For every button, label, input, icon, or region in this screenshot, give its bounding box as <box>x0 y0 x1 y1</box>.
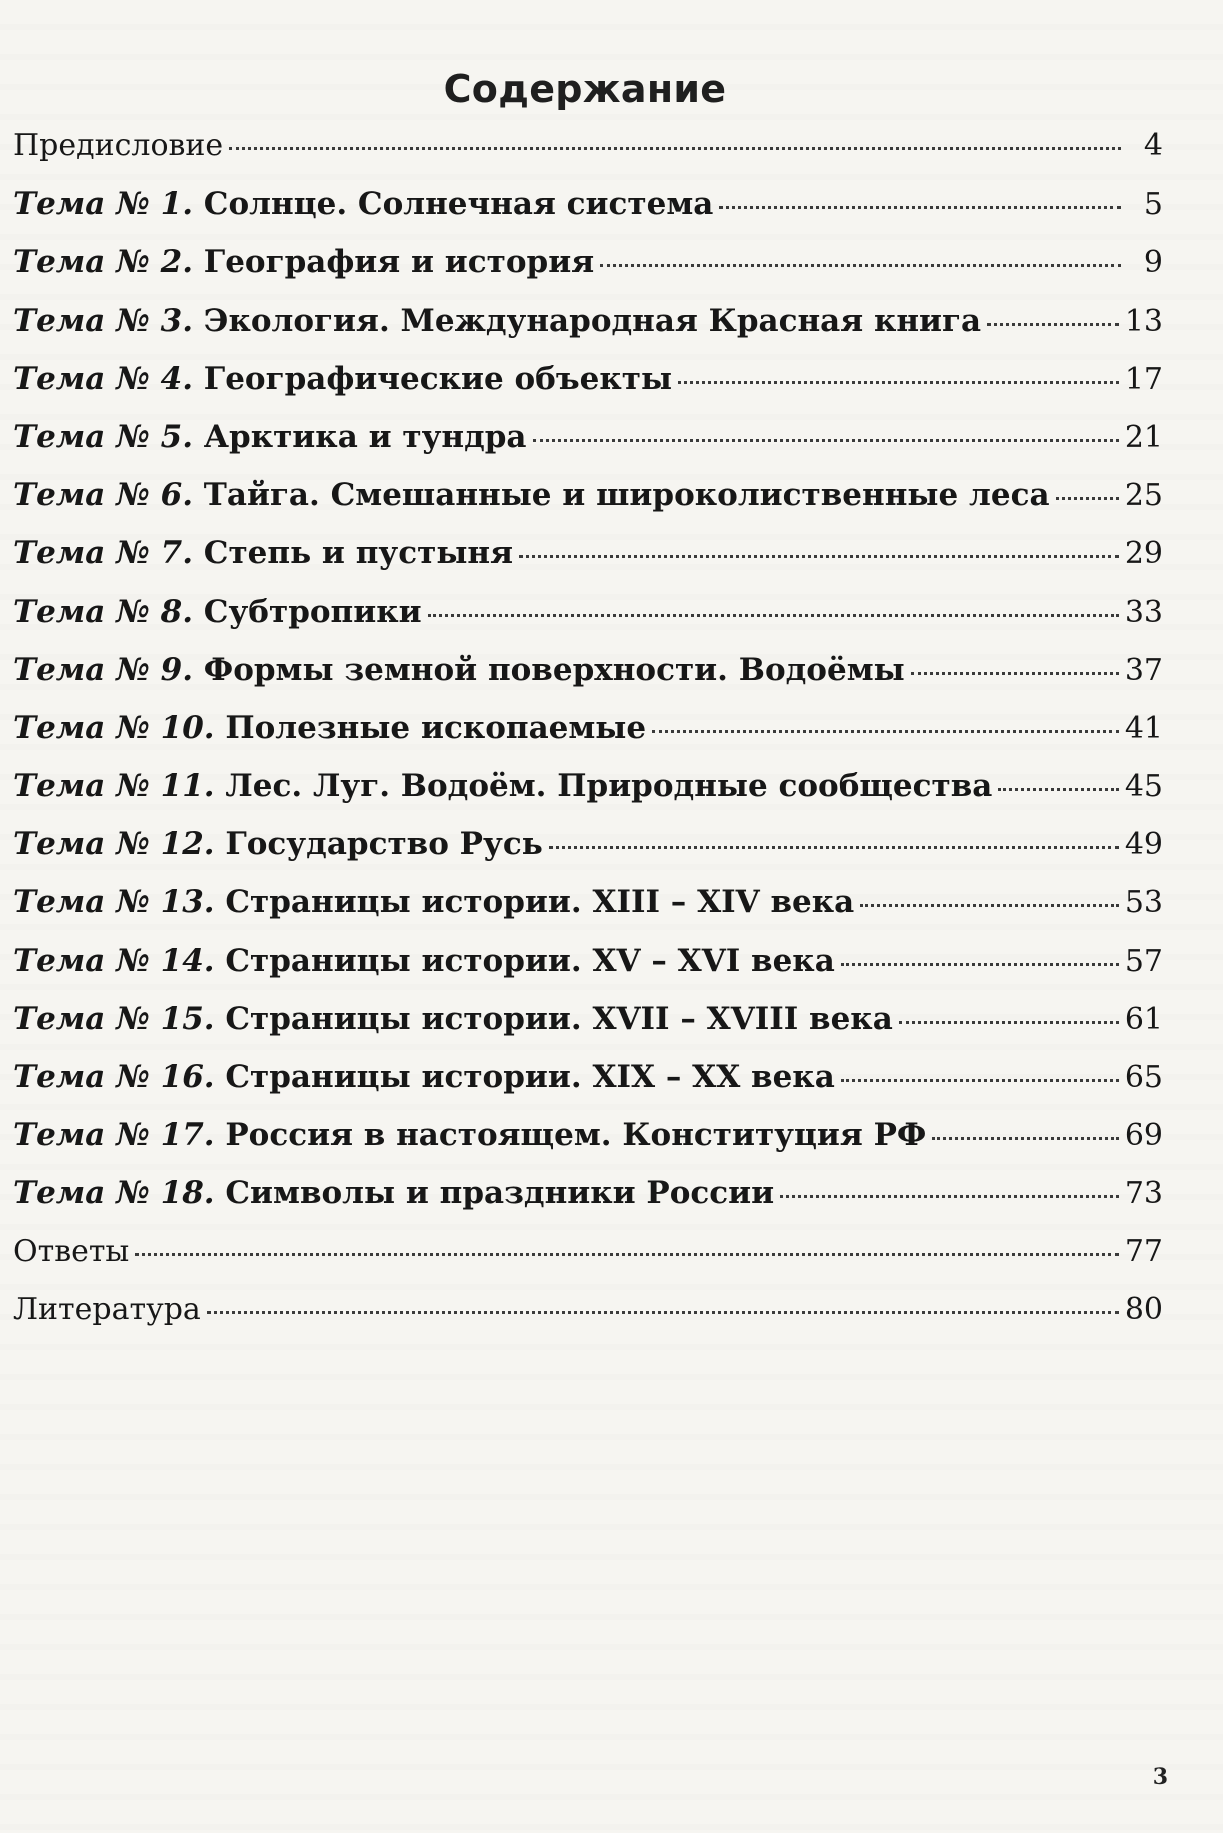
toc-entry[interactable] <box>13 768 1163 826</box>
toc-entry-title <box>13 1234 129 1269</box>
dot-leader <box>780 1195 1119 1198</box>
topic-title: Страницы истории. XIX – XX века <box>214 1059 835 1095</box>
topic-title: Символы и праздники России <box>214 1175 775 1212</box>
toc-entry-title <box>13 535 513 571</box>
toc-entry[interactable] <box>13 1234 1163 1292</box>
topic-number: Тема № 5. <box>13 418 193 455</box>
topic-title: Солнце. Солнечная система <box>193 186 714 223</box>
toc-entry-title <box>13 943 835 979</box>
dot-leader <box>678 381 1119 384</box>
toc-entry[interactable] <box>13 419 1163 477</box>
dot-leader <box>1056 497 1119 500</box>
topic-title: Арктика и тундра <box>193 418 527 455</box>
topic-title: Степь и пустыня <box>193 535 513 572</box>
toc-page-number: 29 <box>1124 536 1163 572</box>
topic-title: Ответы <box>13 1233 130 1269</box>
dot-leader <box>932 1137 1118 1140</box>
toc-page-number: 21 <box>1124 419 1163 455</box>
toc-page-number: 69 <box>1124 1118 1163 1154</box>
toc-entry-title <box>13 419 527 455</box>
topic-title: Формы земной поверхности. Водоёмы <box>193 651 905 688</box>
toc-entry-title <box>13 710 646 746</box>
dot-leader <box>428 614 1119 617</box>
topic-title: Россия в настоящем. Конституция РФ <box>214 1117 927 1154</box>
toc-entry-title <box>13 244 594 280</box>
toc-page-number: 25 <box>1124 478 1163 514</box>
toc-page-number: 9 <box>1143 245 1163 281</box>
topic-number: Тема № 10. <box>13 709 215 746</box>
dot-leader <box>229 147 1121 150</box>
toc-entry[interactable] <box>13 361 1163 419</box>
dot-leader <box>519 555 1119 558</box>
toc-entry-title <box>13 826 543 862</box>
toc-entry[interactable] <box>13 1117 1163 1175</box>
topic-number: Тема № 7. <box>13 535 193 572</box>
toc-page-number: 5 <box>1143 187 1163 223</box>
topic-number: Тема № 2. <box>13 244 193 281</box>
topic-number: Тема № 13. <box>13 884 215 921</box>
toc-entry-title <box>13 594 422 630</box>
toc-page-number: 53 <box>1124 885 1163 921</box>
dot-leader <box>719 206 1121 209</box>
topic-number: Тема № 8. <box>13 593 193 630</box>
topic-title: Страницы истории. XVII – XVIII века <box>214 1000 893 1037</box>
topic-title: Тайга. Смешанные и широколиственные леса <box>193 477 1050 514</box>
toc-entry-title <box>13 884 854 920</box>
toc-entry[interactable] <box>13 652 1163 710</box>
toc-entry[interactable] <box>13 943 1163 1001</box>
topic-number: Тема № 3. <box>13 302 193 339</box>
dot-leader <box>987 323 1119 326</box>
topic-title: Страницы истории. XV – XVI века <box>214 942 835 979</box>
topic-title: Предисловие <box>13 128 224 163</box>
toc-entry[interactable] <box>13 1059 1163 1117</box>
toc-entry-title <box>13 303 981 339</box>
toc-page-number: 77 <box>1124 1233 1163 1269</box>
topic-number: Тема № 14. <box>13 942 215 979</box>
dot-leader <box>600 264 1121 267</box>
topic-title: Литература <box>13 1291 201 1327</box>
table-of-contents <box>13 128 1163 1350</box>
toc-entry[interactable] <box>13 884 1163 942</box>
toc-entry-title <box>13 128 223 163</box>
toc-page-number: 33 <box>1124 594 1163 630</box>
toc-entry-title <box>13 1292 201 1327</box>
topic-number: Тема № 15. <box>13 1000 215 1037</box>
topic-number: Тема № 12. <box>13 826 215 863</box>
toc-page-number: 80 <box>1124 1291 1163 1327</box>
toc-entry[interactable] <box>13 710 1163 768</box>
toc-page-number: 4 <box>1143 128 1163 163</box>
topic-number: Тема № 6. <box>13 477 193 514</box>
toc-entry[interactable] <box>13 244 1163 302</box>
toc-entry[interactable] <box>13 186 1163 244</box>
dot-leader <box>860 904 1119 907</box>
dot-leader <box>652 730 1119 733</box>
toc-page-number: 61 <box>1124 1001 1163 1037</box>
topic-title: Страницы истории. XIII – XIV века <box>214 884 855 921</box>
dot-leader <box>998 788 1118 791</box>
page-title: Содержание <box>443 67 727 111</box>
toc-page-number: 49 <box>1124 827 1163 863</box>
topic-number: Тема № 18. <box>13 1175 215 1212</box>
toc-entry[interactable] <box>13 826 1163 884</box>
toc-page-number: 17 <box>1124 361 1163 397</box>
toc-entry[interactable] <box>13 535 1163 593</box>
toc-entry[interactable] <box>13 594 1163 652</box>
topic-title: Субтропики <box>193 593 422 630</box>
toc-entry-title <box>13 652 905 688</box>
toc-entry-title <box>13 1059 835 1095</box>
toc-entry[interactable] <box>13 303 1163 361</box>
dot-leader <box>841 963 1119 966</box>
toc-entry-title <box>13 768 992 804</box>
toc-entry-title <box>13 186 713 222</box>
toc-page-number: 37 <box>1124 652 1163 688</box>
toc-entry[interactable] <box>13 1001 1163 1059</box>
topic-number: Тема № 4. <box>13 360 193 397</box>
dot-leader <box>207 1311 1119 1314</box>
toc-entry-title <box>13 361 672 397</box>
toc-entry-title <box>13 1175 774 1211</box>
dot-leader <box>911 672 1119 675</box>
topic-number: Тема № 16. <box>13 1059 215 1095</box>
toc-entry-title <box>13 477 1050 513</box>
dot-leader <box>135 1253 1119 1256</box>
dot-leader <box>899 1021 1119 1024</box>
dot-leader <box>841 1079 1119 1082</box>
toc-entry-title <box>13 1001 893 1037</box>
toc-entry[interactable] <box>13 128 1163 186</box>
dot-leader <box>533 439 1119 442</box>
toc-page-number: 13 <box>1124 303 1163 339</box>
topic-number: Тема № 9. <box>13 651 193 688</box>
topic-title: Государство Русь <box>214 826 543 863</box>
toc-entry-title <box>13 1117 926 1153</box>
topic-number: Тема № 17. <box>13 1117 215 1154</box>
topic-number: Тема № 1. <box>13 186 193 223</box>
toc-page-number: 57 <box>1124 943 1163 979</box>
toc-page-number: 41 <box>1124 710 1163 746</box>
toc-entry[interactable] <box>13 1292 1163 1350</box>
page-number: 3 <box>1152 1764 1168 1790</box>
toc-entry[interactable] <box>13 1175 1163 1233</box>
topic-title: Географические объекты <box>193 360 673 397</box>
topic-title: Экология. Международная Красная книга <box>193 302 982 339</box>
toc-page-number: 45 <box>1124 769 1163 805</box>
topic-number: Тема № 11. <box>13 768 215 805</box>
dot-leader <box>549 846 1119 849</box>
topic-title: Полезные ископаемые <box>214 709 647 746</box>
toc-page-number: 65 <box>1124 1060 1163 1095</box>
topic-title: География и история <box>193 244 595 281</box>
toc-entry[interactable] <box>13 477 1163 535</box>
toc-page-number: 73 <box>1124 1176 1163 1212</box>
topic-title: Лес. Луг. Водоём. Природные сообщества <box>214 768 993 805</box>
